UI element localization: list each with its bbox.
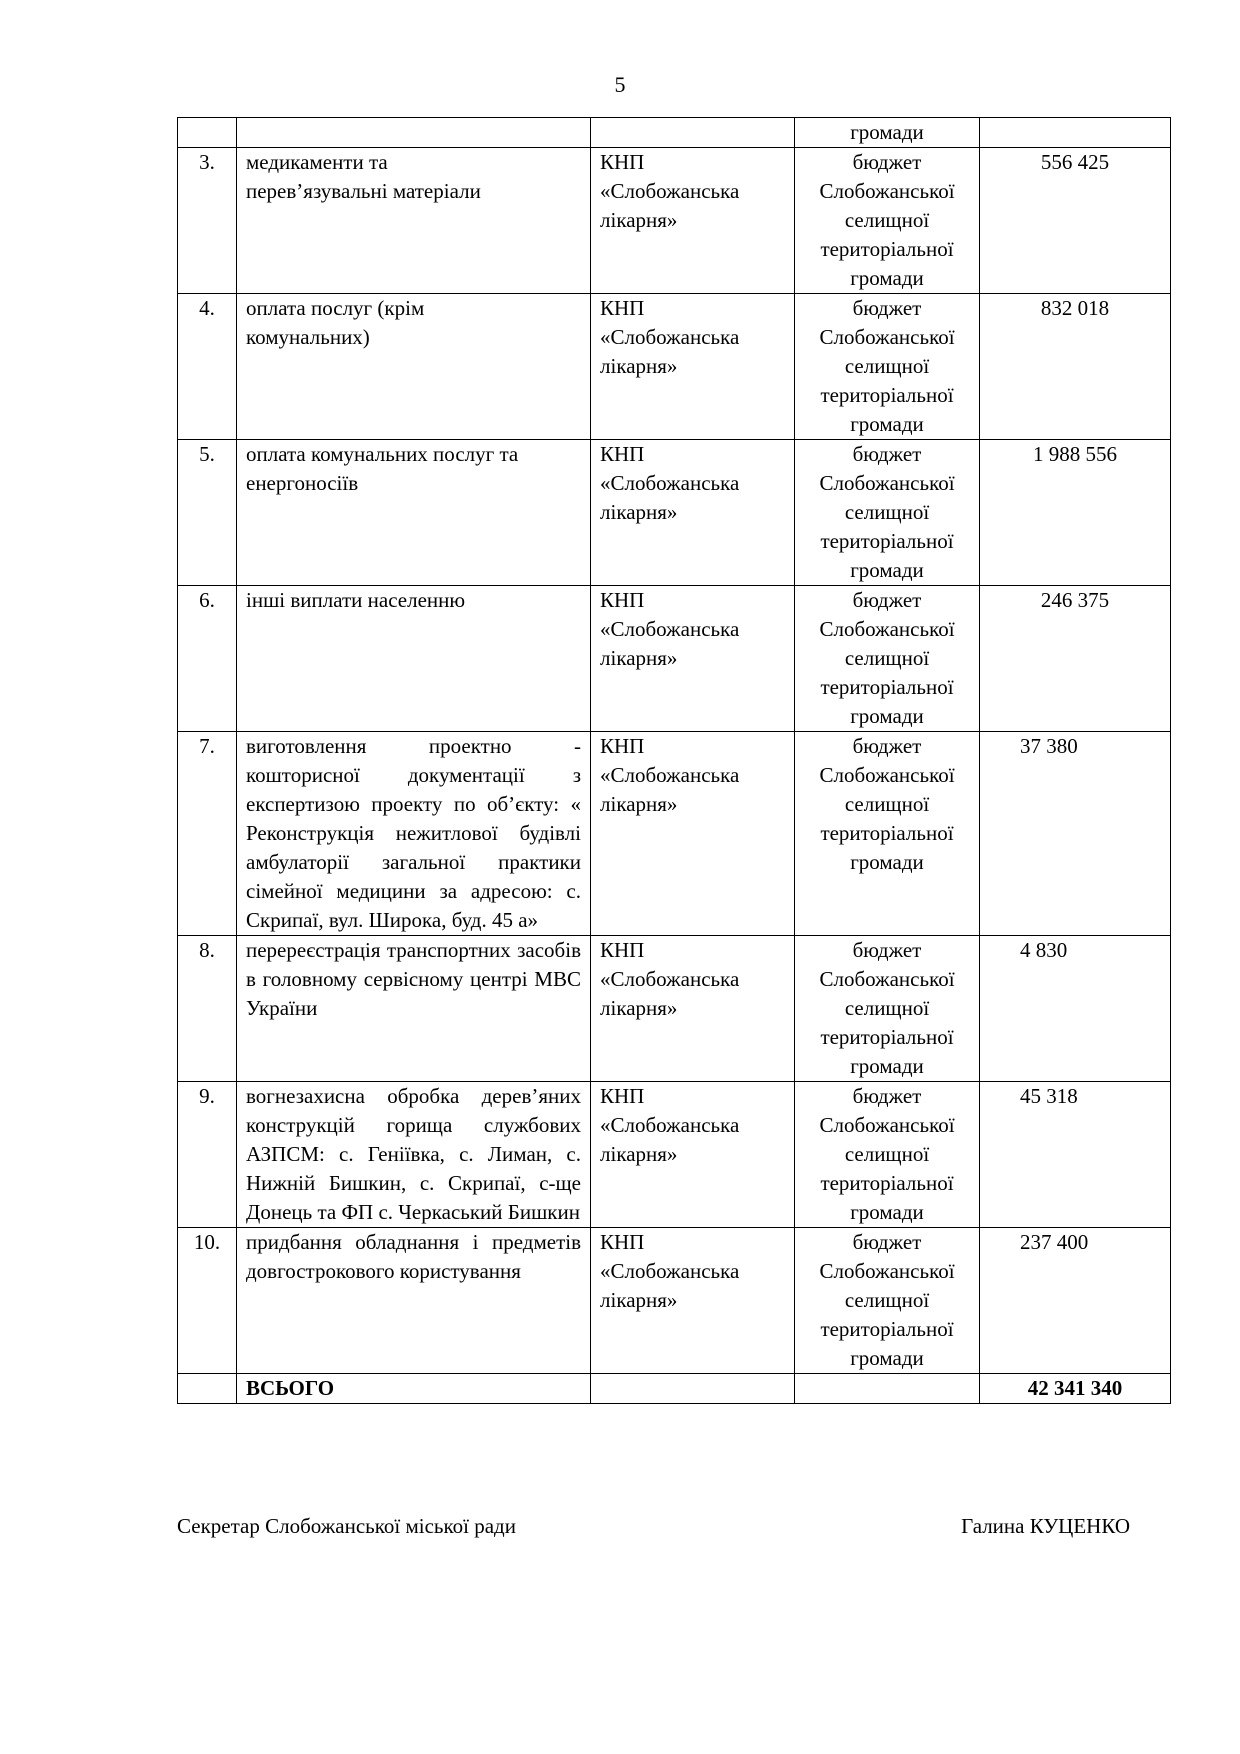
funding-source: бюджет Слобожанської селищної територіальної громади [795,294,980,440]
amount: 246 375 [980,586,1171,732]
funding-source: бюджет Слобожанської селищної територіальної громади [795,1228,980,1374]
funding-source: бюджет Слобожанської селищної територіальної громади [795,148,980,294]
row-number: 9. [178,1082,237,1228]
executor [591,1374,795,1404]
amount: 237 400 [980,1228,1171,1374]
amount: 832 018 [980,294,1171,440]
amount: 556 425 [980,148,1171,294]
executor: КНП «Слобожанська лікарня» [591,440,795,586]
table-row [178,936,1171,1082]
total-row [178,1374,1171,1404]
row-number: 3. [178,148,237,294]
executor: КНП «Слобожанська лікарня» [591,586,795,732]
table-row [178,118,1171,148]
expense-description: виготовлення проектно - кошторисної документації з експертизою проекту по об’єкту: « Реконструкція нежитлової будівлі амбулаторії загальної практики сімейної медицини за адресою: с. Скрипаї, вул. Широка, буд. 45 а» [237,732,591,936]
table-row [178,294,1171,440]
row-number: 8. [178,936,237,1082]
table-row [178,1082,1171,1228]
table-row [178,586,1171,732]
executor: КНП «Слобожанська лікарня» [591,936,795,1082]
funding-source: бюджет Слобожанської селищної територіальної громади [795,440,980,586]
expense-description: інші виплати населенню [237,586,591,732]
funding-source: бюджет Слобожанської селищної територіальної громади [795,586,980,732]
amount: 45 318 [980,1082,1171,1228]
expense-description: перереєстрація транспортних засобів в головному сервісному центрі МВС України [237,936,591,1082]
total-label: ВСЬОГО [237,1374,591,1404]
signatory-title: Секретар Слобожанської міської ради [177,1514,516,1538]
row-number [178,1374,237,1404]
row-number: 4. [178,294,237,440]
amount: 4 830 [980,936,1171,1082]
amount: 1 988 556 [980,440,1171,586]
total-amount: 42 341 340 [980,1374,1171,1404]
row-number [178,118,237,148]
page-number: 5 [614,72,626,97]
table-row [178,732,1171,936]
expense-description: оплата комунальних послуг та енергоносіїв [237,440,591,586]
table-row [178,440,1171,586]
expense-description: придбання обладнання і предметів довгострокового користування [237,1228,591,1374]
executor [591,118,795,148]
funding-source: бюджет Слобожанської селищної територіальної громади [795,936,980,1082]
row-number: 7. [178,732,237,936]
executor: КНП «Слобожанська лікарня» [591,1082,795,1228]
table-row [178,148,1171,294]
executor: КНП «Слобожанська лікарня» [591,148,795,294]
row-number: 5. [178,440,237,586]
amount: 37 380 [980,732,1171,936]
row-number: 6. [178,586,237,732]
funding-source: бюджет Слобожанської селищної територіальної громади [795,732,980,936]
expense-description [237,118,591,148]
funding-source: бюджет Слобожанської селищної територіальної громади [795,1082,980,1228]
funding-source [795,1374,980,1404]
executor: КНП «Слобожанська лікарня» [591,294,795,440]
funding-source: громади [795,118,980,148]
executor: КНП «Слобожанська лікарня» [591,1228,795,1374]
executor: КНП «Слобожанська лікарня» [591,732,795,936]
amount [980,118,1171,148]
budget-table [177,117,1171,1404]
expense-description: вогнезахисна обробка дерев’яних конструкцій горища службових АЗПСМ: с. Геніївка, с. Лиман, с. Нижній Бишкин, с. Скрипаї, с-ще Донець та ФП с. Черкаський Бишкин [237,1082,591,1228]
row-number: 10. [178,1228,237,1374]
expense-description: оплата послуг (крім комунальних) [237,294,591,440]
expense-description: медикаменти та перев’язувальні матеріали [237,148,591,294]
table-row [178,1228,1171,1374]
signatory-name: Галина КУЦЕНКО [961,1514,1130,1538]
